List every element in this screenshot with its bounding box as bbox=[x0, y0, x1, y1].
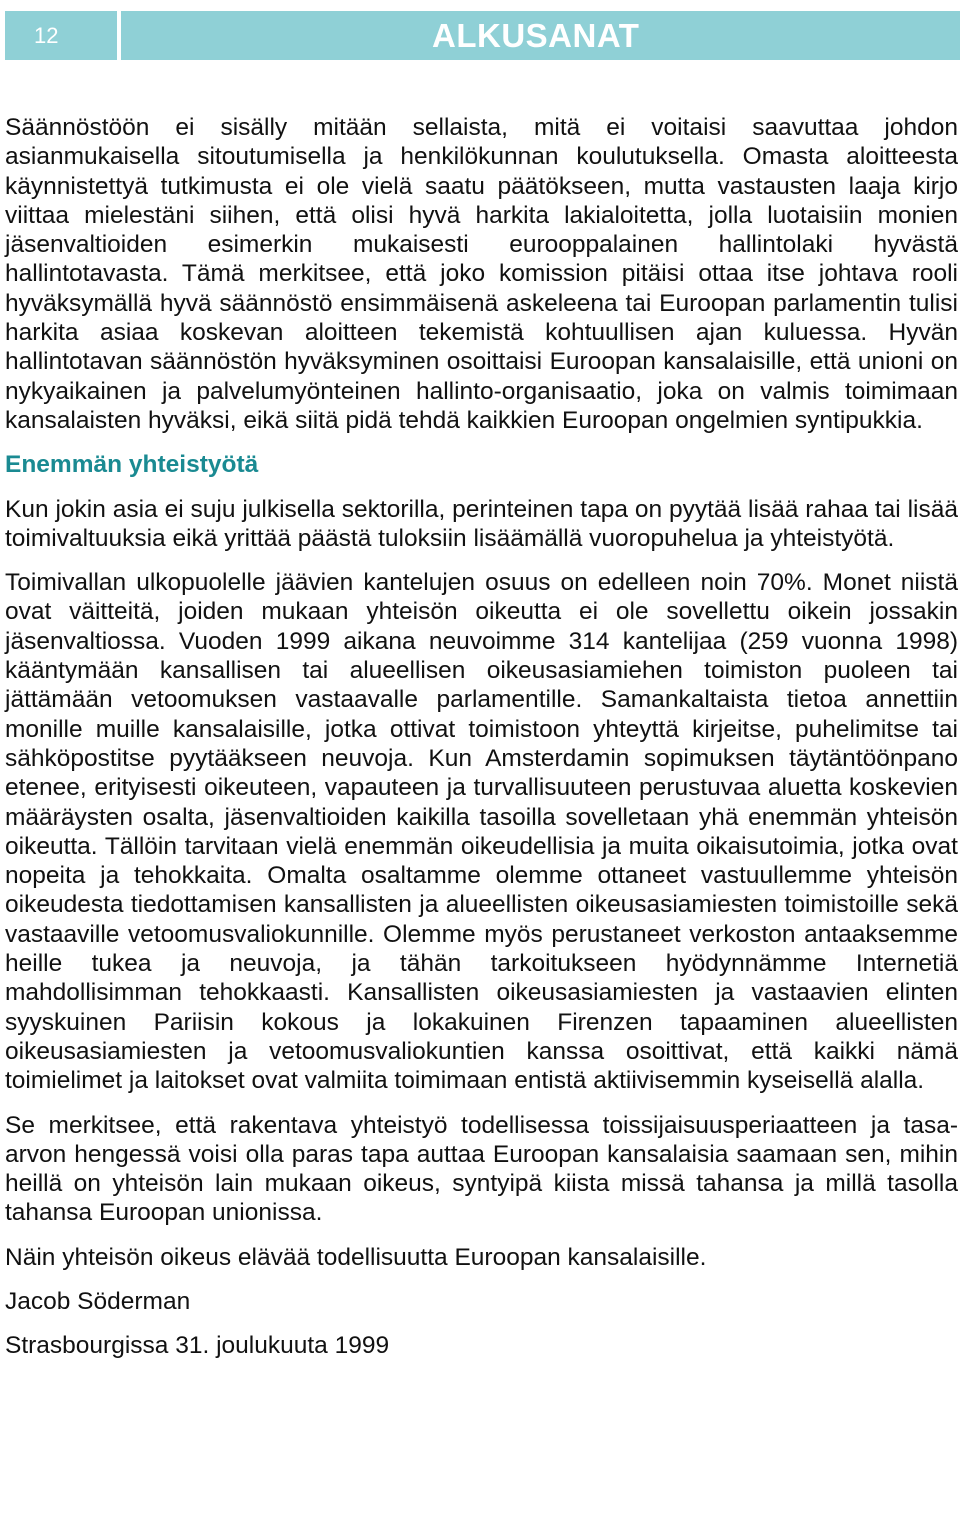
page-title: ALKUSANAT bbox=[121, 11, 960, 60]
paragraph-4: Se merkitsee, että rakentava yhteistyö todellisessa toissijaisuusperiaatteen ja tasa-arvon hengessä voisi olla paras tapa auttaa Euroopan kansalaisia saamaan sen, mihin heillä on yhteisön lain mukaan oikeus, syntyipä kiista missä tahansa ja millä tasolla tahansa Euroopan unionissa. bbox=[5, 1111, 958, 1227]
document-body bbox=[5, 113, 958, 1376]
place-date: Strasbourgissa 31. joulukuuta 1999 bbox=[5, 1332, 390, 1360]
page-number: 12 bbox=[5, 11, 117, 60]
paragraph-5: Näin yhteisön oikeus elävää todellisuutta Euroopan kansalaisille. bbox=[5, 1243, 707, 1271]
section-heading: Enemmän yhteistyötä bbox=[5, 451, 259, 479]
signature: Jacob Söderman bbox=[5, 1287, 191, 1315]
paragraph-2: Kun jokin asia ei suju julkisella sektorilla, perinteinen tapa on pyytää lisää rahaa tai lisää toimivaltuuksia eikä yrittää päästä tuloksiin lisäämällä vuoropuhelua ja yhteistyötä. bbox=[5, 495, 958, 552]
paragraph-1: Säännöstöön ei sisälly mitään sellaista, mitä ei voitaisi saavuttaa johdon asianmukaisella sitoutumisella ja henkilökunnan koulutuksella. Omasta aloitteesta käynnistettyä tutkimusta ei ole vielä saatu päätökseen, mutta vastausten laaja kirjo viittaa mielestäni siihen, että olisi hyvä harkita lakialoitetta, jolla luotaisiin monien jäsenvaltioiden esimerkin mukaisesti eurooppalainen hallintolaki hyvästä hallintotavasta. Tämä merkitsee, että joko komission pitäisi ottaa itse johtava rooli hyväksymällä hyvä säännöstö ensimmäisenä askeleena tai Euroopan parlamentin tulisi harkita asiaa koskevan aloitteen tekemistä kohtuullisen ajan kuluessa. Hyvän hallintotavan säännöstön hyväksyminen osoittaisi Euroopan kansalaisille, että unioni on nykyaikainen ja palvelumyönteinen hallinto-organisaatio, joka on valmis toimimaan kansalaisten hyväksi, eikä siitä pidä tehdä kaikkien Euroopan ongelmien syntipukkia. bbox=[5, 114, 958, 434]
paragraph-3: Toimivallan ulkopuolelle jäävien kantelujen osuus on edelleen noin 70%. Monet niistä ovat väitteitä, joiden mukaan yhteisön oikeutta ei ole sovellettu oikein jossakin jäsenvaltiossa. Vuoden 1999 aikana neuvoimme 314 kantelijaa (259 vuonna 1998) kääntymään kansallisen tai alueellisen oikeusasiamiehen toimiston puoleen tai jättämään vetoomuksen vastaavalle parlamentille. Samankaltaista tietoa annettiin monille muille kansalaisille, jotka ottivat toimistoon yhteyttä kirjeitse, puhelimitse tai sähköpostitse pyytääkseen neuvoja. Kun Amsterdamin sopimuksen täytäntöönpano etenee, erityisesti oikeuteen, vapauteen ja turvallisuuteen perustuvaa aluetta koskevien määräysten osalta, jäsenvaltioiden kaikilla tasoilla sovelletaan yhä enemmän yhteisön oikeutta. Tällöin tarvitaan vielä enemmän oikeudellisia ja muita oikaisutoimia, jotka ovat nopeita ja tehokkaita. Omalta osaltamme olemme ottaneet vastuullemme yhteisön oikeudesta tiedottamisen kansallisten ja alueellisten oikeusasiamiesten toimistoille sekä vastaaville vetoomusvaliokunnille. Olemme myös perustaneet verkoston antaaksemme heille tukea ja neuvoja, ja tähän tarkoitukseen hyödynnämme Internetiä mahdollisimman tehokkaasti. Kansallisten oikeusasiamiesten ja vastaavien elinten syyskuinen Pariisin kokous ja lokakuinen Firenzen tapaaminen alueellisten oikeusasiamiesten ja vetoomusvaliokuntien kanssa osoittivat, että kaikki nämä toimielimet ja laitokset ovat valmiita toimimaan entistä aktiivisemmin kyseisellä alalla. bbox=[5, 569, 958, 1095]
page-header bbox=[5, 11, 960, 60]
